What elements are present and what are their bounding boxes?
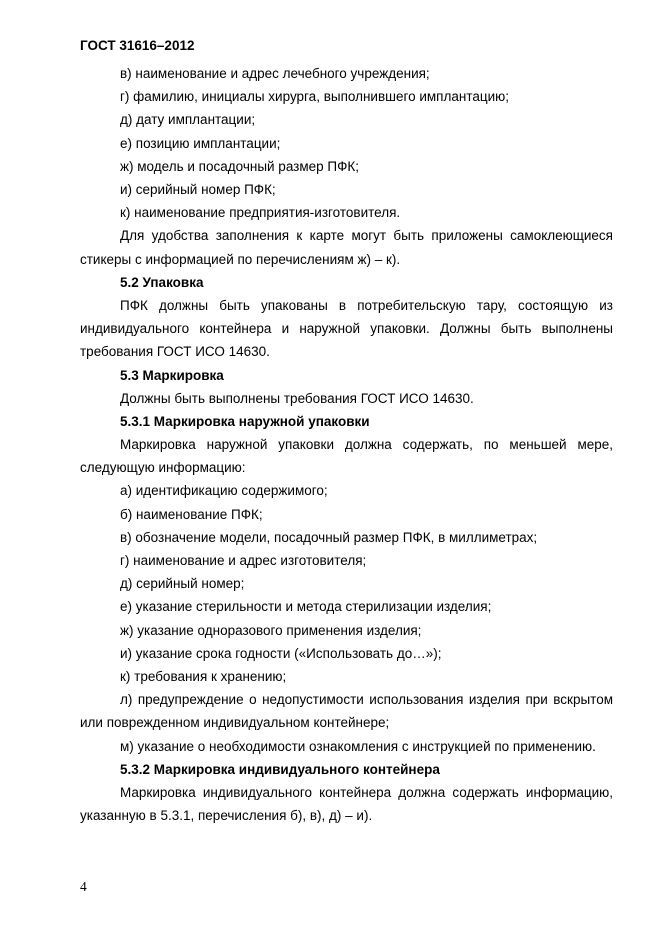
paragraph-5-3-1: Маркировка наружной упаковки должна содержать, по меньшей мере, следующую информацию: xyxy=(80,437,613,476)
list-item: к) требования к хранению; xyxy=(120,668,287,684)
paragraph-5-3: Должны быть выполнены требования ГОСТ ИСО 14630. xyxy=(120,390,474,406)
list-item: б) наименование ПФК; xyxy=(120,506,263,522)
document-header: ГОСТ 31616–2012 xyxy=(80,38,195,53)
list-item: а) идентификацию содержимого; xyxy=(120,483,328,499)
section-heading-5-3-2: 5.3.2 Маркировка индивидуального контейнера xyxy=(120,761,440,777)
list-item: в) обозначение модели, посадочный размер ПФК, в миллиметрах; xyxy=(120,529,538,545)
list-item-m: м) указание о необходимости ознакомления с инструкцией по применению. xyxy=(120,738,596,754)
paragraph-5-3-2: Маркировка индивидуального контейнера должна содержать информацию, указанную в 5.3.1, перечисления б), в), д) – и). xyxy=(80,784,613,824)
list-item: ж) модель и посадочный размер ПФК; xyxy=(120,158,359,174)
list-item: и) указание срока годности («Использовать до…»); xyxy=(120,645,442,661)
section-heading-5-3: 5.3 Маркировка xyxy=(120,367,224,383)
list-item: д) серийный номер; xyxy=(120,576,245,592)
list-item: е) позицию имплантации; xyxy=(120,135,281,151)
page-number: 4 xyxy=(80,879,87,894)
list-item: г) наименование и адрес изготовителя; xyxy=(120,553,367,569)
list-item: г) фамилию, инициалы хирурга, выполнившего имплантацию; xyxy=(120,89,510,105)
section-heading-5-3-1: 5.3.1 Маркировка наружной упаковки xyxy=(120,413,370,429)
list-item: д) дату имплантации; xyxy=(120,112,256,128)
list-item: ж) указание одноразового применения изделия; xyxy=(120,622,422,638)
paragraph-stickers: Для удобства заполнения к карте могут быть приложены самоклеющиеся стикеры с информацией по перечислениям ж) – к). xyxy=(80,228,613,267)
list-item: в) наименование и адрес лечебного учреждения; xyxy=(120,66,430,81)
list-item: е) указание стерильности и метода стерилизации изделия; xyxy=(120,599,492,615)
section-heading-5-2: 5.2 Упаковка xyxy=(120,274,204,290)
document-body xyxy=(80,62,613,827)
list-item-l: л) предупреждение о недопустимости использования изделия при вскрытом или поврежденном индивидуальном контейнере; xyxy=(80,692,613,731)
list-item: и) серийный номер ПФК; xyxy=(120,181,276,197)
paragraph-5-2: ПФК должны быть упакованы в потребительскую тару, состоящую из индивидуального контейнера и наружной упаковки. Должны быть выполнены требования ГОСТ ИСО 14630. xyxy=(80,297,613,360)
list-item: к) наименование предприятия-изготовителя. xyxy=(120,205,401,221)
